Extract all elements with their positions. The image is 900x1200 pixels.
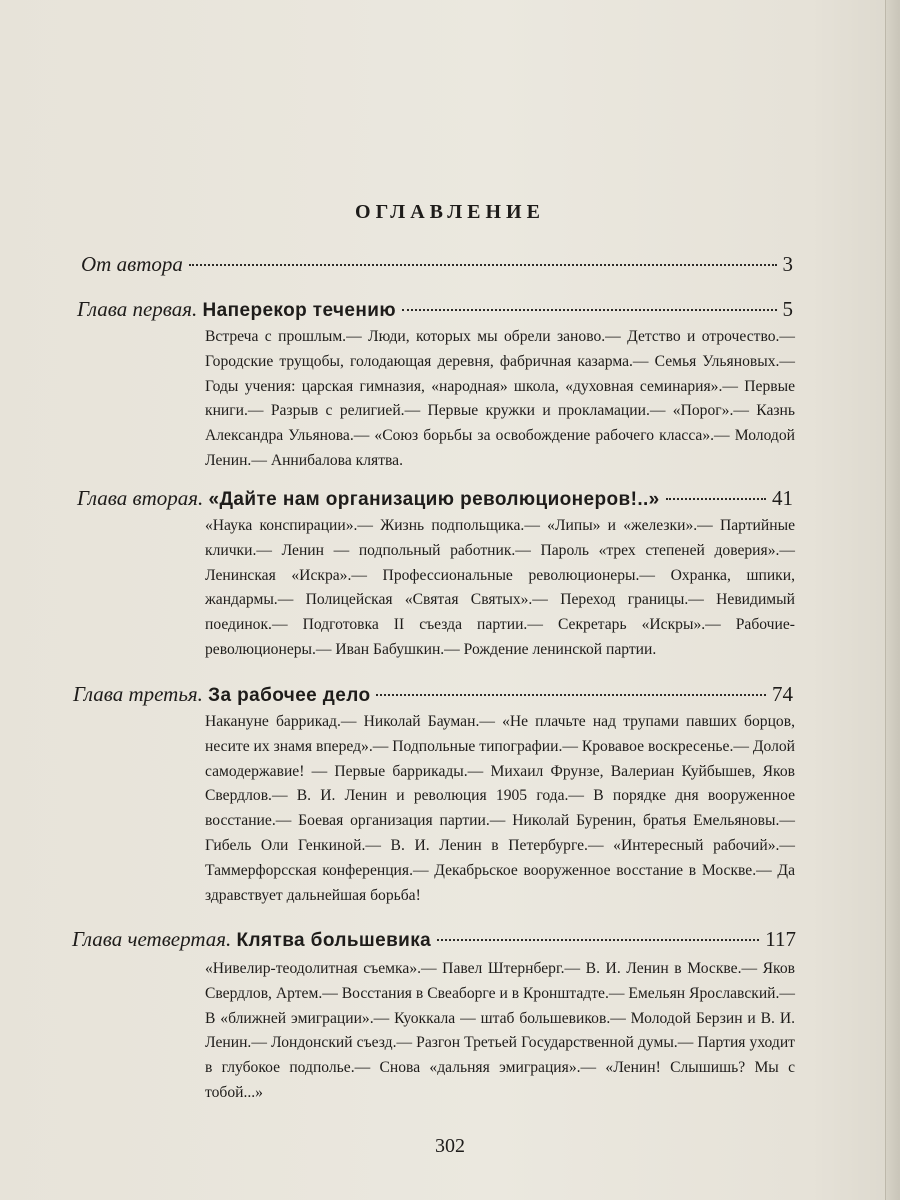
entry-title: «Дайте нам организацию революционеров!..»	[208, 489, 660, 510]
entry-label: Глава третья.	[73, 682, 203, 706]
toc-entry-foreword	[81, 252, 793, 282]
leader-dots	[376, 694, 766, 696]
entry-page-number: 117	[765, 927, 796, 951]
entry-title: Наперекор течению	[202, 300, 396, 321]
entry-page-number: 74	[772, 682, 793, 706]
entry-label: От автора	[81, 252, 183, 276]
entry-description: Встреча с прошлым.— Люди, которых мы обрели заново.— Детство и отрочество.— Городские трущобы, голодающая деревня, фабричная казарма.— Семья Ульяновых.— Годы учения: царская гимназия, «народная» школа, «духовная семинария».— Первые книги.— Разрыв с религией.— Первые кружки и прокламации.— «Порог».— Казнь Александра Ульянова.— «Союз борьбы за освобождение рабочего класса».— Молодой Ленин.— Аннибалова клятва.	[205, 328, 795, 469]
leader-dots	[189, 264, 777, 266]
leader-dots	[666, 498, 766, 500]
leader-dots	[402, 309, 777, 311]
entry-description: «Наука конспирации».— Жизнь подпольщика.— «Липы» и «железки».— Партийные клички.— Ленин — подпольный работник.— Пароль «трех степеней доверия».— Ленинская «Искра».— Профессиональные революционеры.— Охранка, шпики, жандармы.— Полицейская «Святая Святых».— Переход границы.— Невидимый поединок.— Подготовка II съезда партии.— Секретарь «Искры».— Рабочие-революционеры.— Иван Бабушкин.— Рождение ленинской партии.	[205, 517, 795, 658]
entry-title: Клятва большевика	[236, 930, 432, 951]
entry-label: Глава четвертая.	[72, 927, 232, 951]
entry-description: Накануне баррикад.— Николай Бауман.— «Не плачьте над трупами павших борцов, несите их знамя вперед».— Подпольные типографии.— Кровавое воскресенье.— Долой самодержавие! — Первые баррикады.— Михаил Фрунзе, Валериан Куйбышев, Яков Свердлов.— В. И. Ленин и революция 1905 года.— В порядке дня вооруженное восстание.— Боевая организация партии.— Николай Буренин, братья Емельяновы.— Гибель Оли Генкиной.— В. И. Ленин в Петербурге.— «Интересный рабочий».— Таммерфорсская конференция.— Декабрьское вооруженное восстание в Москве.— Да здравствует дальнейшая борьба!	[205, 713, 795, 904]
entry-label: Глава вторая.	[77, 486, 204, 510]
entry-title: За рабочее дело	[208, 685, 371, 706]
toc-entry-chapter-2	[77, 486, 793, 516]
page-number: 302	[435, 1135, 465, 1157]
toc-entry-chapter-3	[73, 682, 793, 712]
next-page-edge	[885, 0, 900, 1200]
leader-dots	[437, 939, 759, 941]
toc-entry-chapter-4	[72, 927, 796, 957]
toc-entry-chapter-1	[77, 297, 793, 327]
entry-page-number: 5	[782, 297, 793, 321]
entry-page-number: 3	[782, 252, 793, 276]
entry-page-number: 41	[772, 486, 793, 510]
entry-label: Глава первая.	[77, 297, 198, 321]
toc-heading: ОГЛАВЛЕНИЕ	[355, 201, 545, 223]
entry-description: «Нивелир-теодолитная съемка».— Павел Штернберг.— В. И. Ленин в Москве.— Яков Свердлов, Артем.— Восстания в Свеаборге и в Кронштадте.— Емельян Ярославский.— В «ближней эмиграции».— Куоккала — штаб большевиков.— Молодой Берзин и В. И. Ленин.— Лондонский съезд.— Разгон Третьей Государственной думы.— Партия уходит в глубокое подполье.— Снова «дальняя эмиграция».— «Ленин! Слышишь? Мы с тобой...»	[205, 960, 795, 1101]
